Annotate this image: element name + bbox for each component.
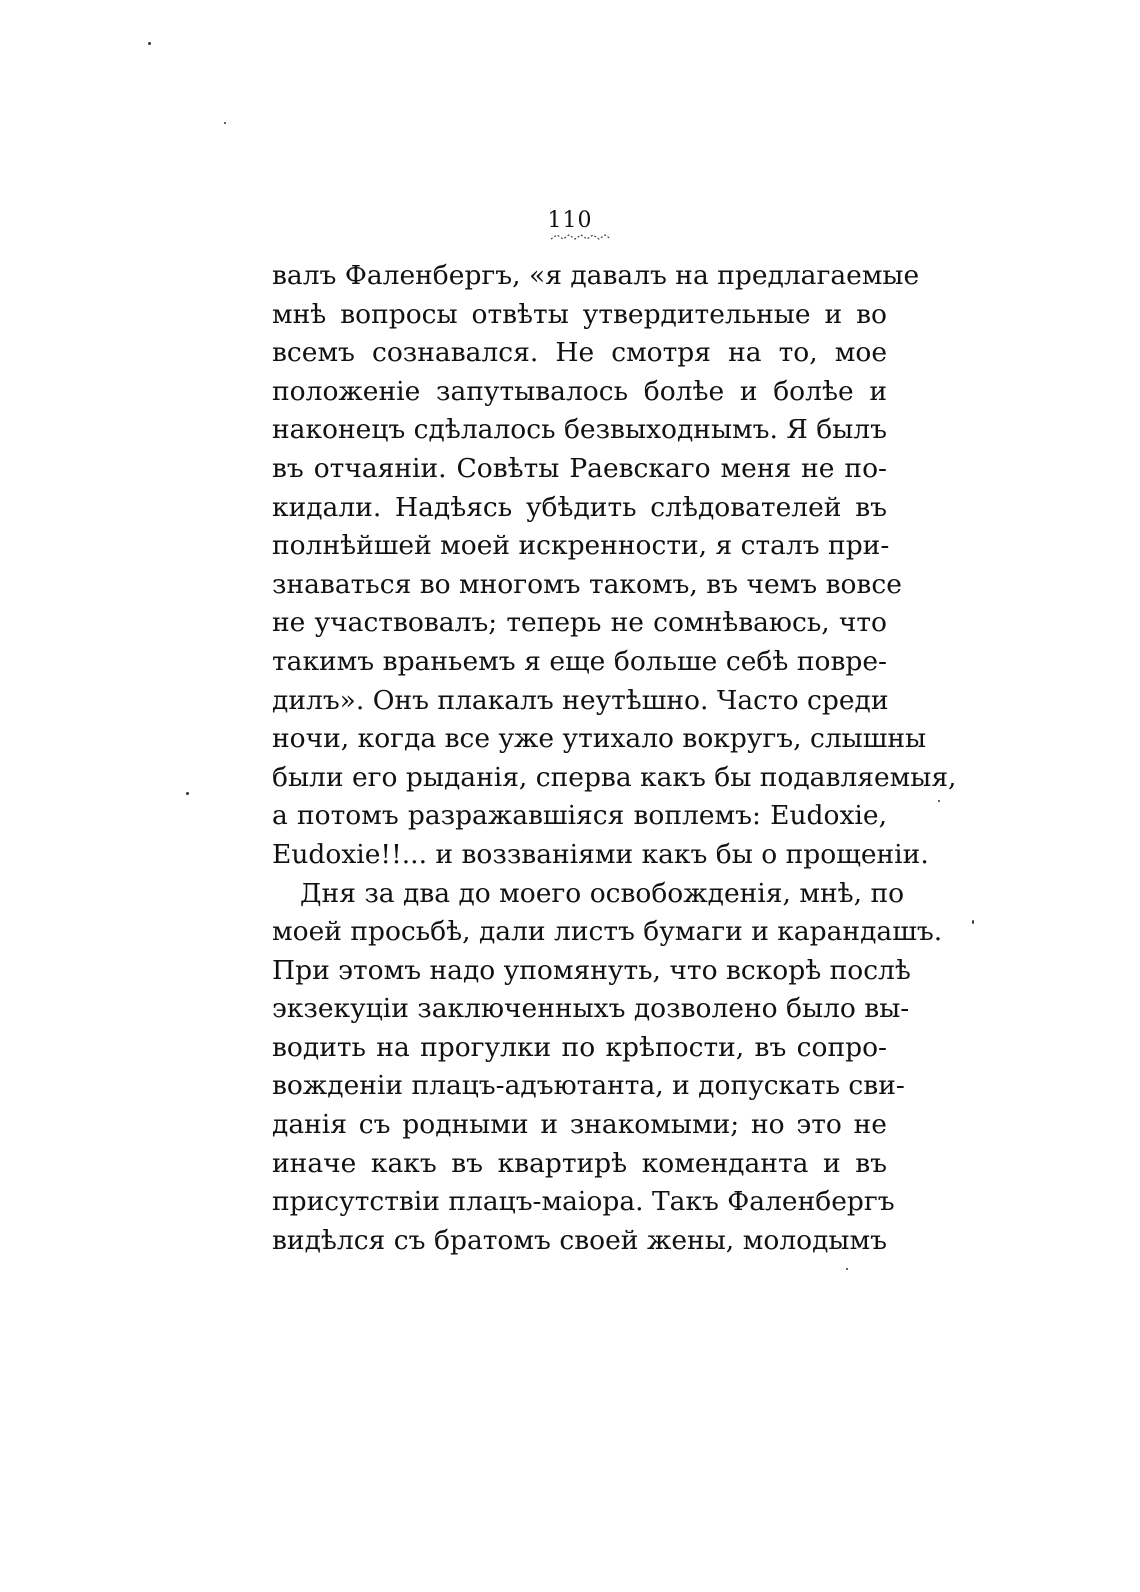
text-line: видѣлся съ братомъ своей жены, молодымъ: [272, 1224, 887, 1256]
text-line: положеніе запутывалось болѣе и болѣе и: [272, 375, 887, 407]
body-text: [272, 257, 957, 1260]
text-line: кидали. Надѣясь убѣдить слѣдователей въ: [272, 491, 887, 523]
text-line: были его рыданія, сперва какъ бы подавляемыя,: [272, 761, 957, 793]
text-line: водить на прогулки по крѣпости, въ сопро-: [272, 1031, 887, 1063]
text-line: не участвовалъ; теперь не сомнѣваюсь, что: [272, 607, 887, 639]
scan-speck: [846, 1268, 848, 1270]
text-line: знаваться во многомъ такомъ, въ чемъ вовсе: [272, 568, 902, 600]
text-line: въ отчаяніи. Совѣты Раевскаго меня не по-: [272, 452, 887, 484]
scan-speck: [938, 800, 940, 802]
header-ornament: [549, 232, 615, 242]
text-line: иначе какъ въ квартирѣ коменданта и въ: [272, 1147, 887, 1179]
text-line: такимъ враньемъ я еще больше себѣ повре-: [272, 645, 887, 677]
text-line: наконецъ сдѣлалось безвыходнымъ. Я былъ: [272, 414, 887, 446]
scan-speck: [148, 42, 151, 45]
text-line: всемъ сознавался. Не смотря на то, мое: [272, 337, 887, 369]
text-line: ночи, когда все уже утихало вокругъ, слышны: [272, 723, 927, 755]
text-line: валъ Фаленбергъ, «я давалъ на предлагаемые: [272, 260, 920, 291]
page-number: 110: [547, 208, 593, 233]
text-line: а потомъ разражавшіяся воплемъ: Eudoxie,: [272, 800, 887, 832]
scan-speck: [186, 792, 189, 795]
text-line: моей просьбѣ, дали листъ бумаги и карандашъ.: [272, 916, 943, 948]
text-line: полнѣйшей моей искренности, я сталъ при-: [272, 530, 890, 562]
text-line: экзекуціи заключенныхъ дозволено было вы-: [272, 993, 910, 1025]
text-line: вожденіи плацъ-адъютанта, и допускать сви-: [272, 1070, 905, 1102]
text-line: дилъ». Онъ плакалъ неутѣшно. Часто среди: [272, 684, 889, 716]
scan-speck: [972, 920, 974, 924]
text-line: мнѣ вопросы отвѣты утвердительные и во: [272, 298, 887, 330]
text-line: присутствіи плацъ-маіора. Такъ Фаленбергъ: [272, 1186, 895, 1218]
text-line: Дня за два до моего освобожденія, мнѣ, по: [300, 877, 905, 909]
scan-speck: [224, 122, 226, 124]
text-line: Eudoxie!!... и воззваніями какъ бы о прощеніи.: [272, 838, 929, 870]
text-line: данія съ родными и знакомыми; но это не: [272, 1109, 887, 1141]
text-line: При этомъ надо упомянуть, что вскорѣ послѣ: [272, 954, 911, 986]
